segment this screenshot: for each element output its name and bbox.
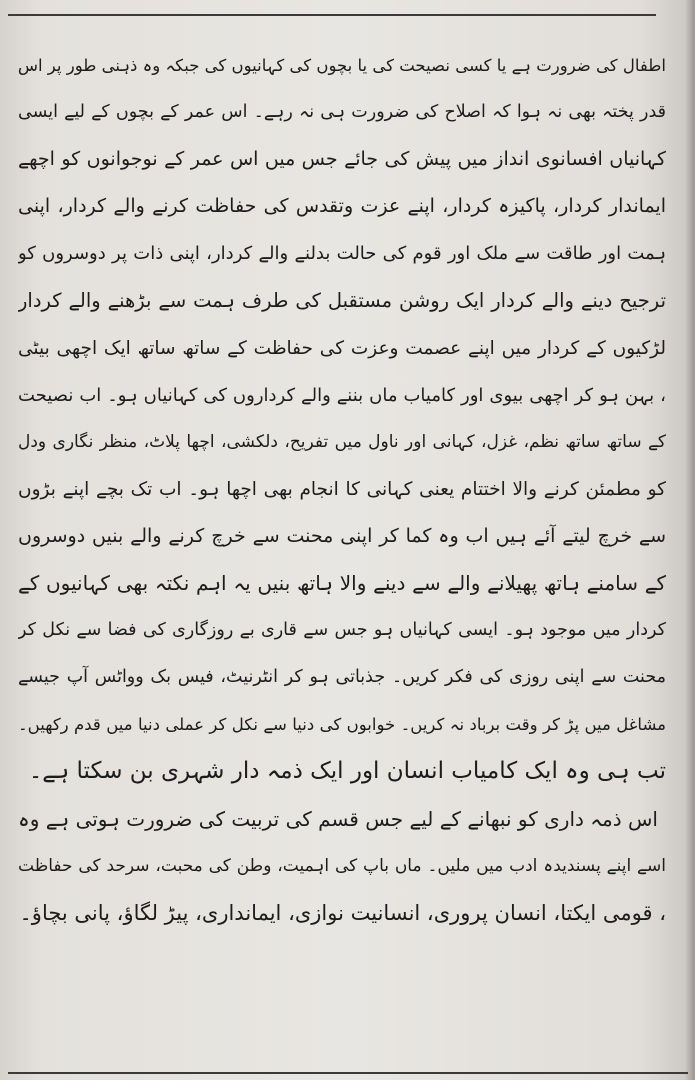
text-line-18: اسے اپنے پسندیدہ ادب میں ملیں۔ ماں باپ کی اہمیت، وطن کی محبت، سرحد کی حفاظت (18, 855, 666, 876)
text-line-11: سے خرچ لیتے آئے ہیں اب وہ کما کر اپنی محنت سے خرچ کرنے والے بنیں دوسروں (18, 524, 666, 547)
text-line-17: اس ذمہ داری کو نبھانے کے لیے جس قسم کی تربیت کی ضرورت ہوتی ہے وہ (18, 806, 658, 831)
text-line-13: کردار میں موجود ہو۔ ایسی کہانیاں ہو جس سے قاری بے روزگاری کی فضا سے نکل کر (18, 620, 666, 641)
top-rule (8, 14, 656, 16)
text-line-5: ہمت اور طاقت سے ملک اور قوم کی حالت بدلنے والے کردار، اپنی ذات پر دوسروں کو (18, 243, 666, 265)
text-line-12: کے سامنے ہاتھ پھیلانے والے سے دینے والا ہاتھ بنیں یہ اہم نکتہ بھی کہانیوں کے (18, 571, 666, 596)
body-text (18, 42, 666, 937)
text-line-2: قدر پختہ بھی نہ ہوا کہ اصلاح کی ضرورت ہی نہ رہے۔ اس عمر کے بچوں کے لیے ایسی (18, 102, 666, 123)
text-line-6: ترجیح دینے والے کردار ایک روشن مستقبل کی طرف ہمت سے بڑھنے والے کردار (18, 289, 666, 313)
bottom-rule (8, 1072, 688, 1074)
text-line-14: محنت سے اپنی روزی کی فکر کریں۔ جذباتی ہو کر انٹرنیٹ، فیس بک وواٹس آپ جیسے (18, 667, 666, 688)
text-line-1: اطفال کی ضرورت ہے یا کسی نصیحت کی یا بچوں کی کہانیوں کی جبکہ وہ ذہنی طور پر اس (18, 56, 666, 75)
text-line-10: کو مطمئن کرنے والا اختتام یعنی کہانی کا انجام بھی اچھا ہو۔ اب تک بچے اپنے بڑوں (18, 478, 666, 500)
text-line-4: ایماندار کردار، پاکیزہ کردار، اپنے عزت وتقدس کی حفاظت کرنے والے کردار، اپنی (18, 195, 666, 218)
text-line-7: لڑکیوں کے کردار میں اپنے عصمت وعزت کی حفاظت کے ساتھ ساتھ ایک اچھی بیٹی (18, 337, 666, 359)
page-edge-shadow (685, 0, 695, 1080)
text-line-16: تب ہی وہ ایک کامیاب انسان اور ایک ذمہ دار شہری بن سکتا ہے۔ (28, 758, 666, 785)
text-line-19: ، قومی ایکتا، انسان پروری، انسانیت نوازی، ایمانداری، پیڑ لگاؤ، پانی بچاؤ۔ (19, 900, 666, 925)
text-line-9: کے ساتھ ساتھ نظم، غزل، کہانی اور ناول میں تفریح، دلکشی، اچھا پلاٹ، منظر نگاری ودل (18, 431, 666, 452)
text-line-3: کہانیاں افسانوی انداز میں پیش کی جائے جس میں اس عمر کے نوجوانوں کو اچھے (18, 148, 666, 171)
text-line-15: مشاغل میں پڑ کر وقت برباد نہ کریں۔ خوابوں کی دنیا سے نکل کر عملی دنیا میں قدم رکھیں۔ (18, 715, 666, 735)
text-line-8: ، بہن ہو کر اچھی بیوی اور کامیاب ماں بننے والے کرداروں کی کہانیاں ہو۔ اب نصیحت (18, 384, 666, 406)
